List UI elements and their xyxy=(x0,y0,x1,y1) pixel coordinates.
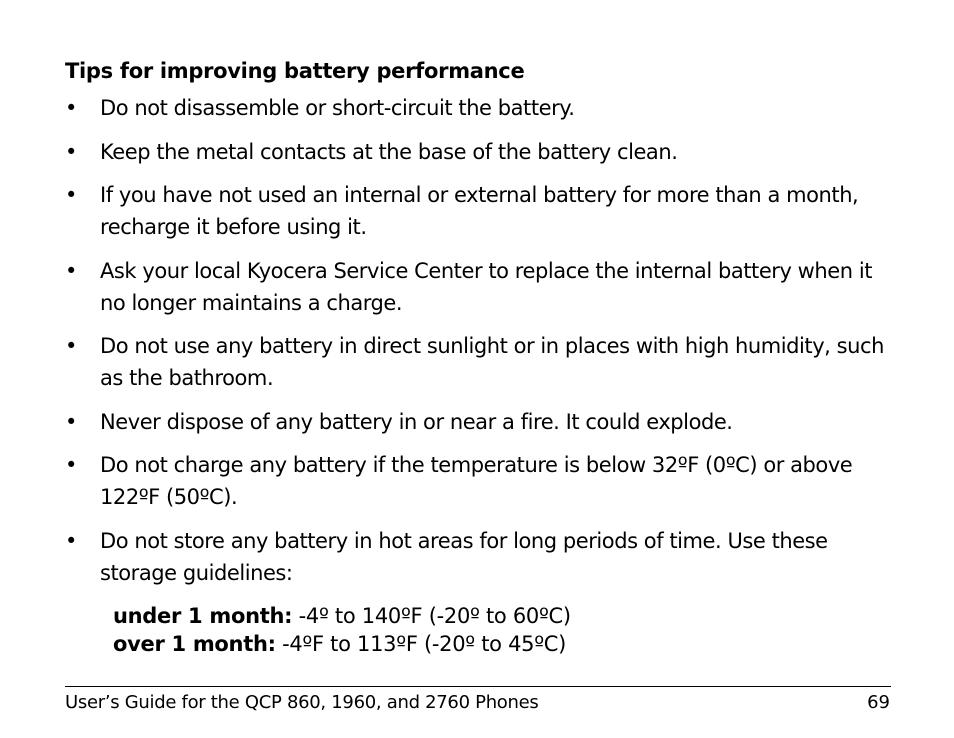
section-heading: Tips for improving battery performance xyxy=(65,59,525,83)
guideline-under-1-month xyxy=(113,602,571,630)
guideline-label: under 1 month: xyxy=(113,604,293,628)
battery-tips-list xyxy=(65,92,895,600)
list-item xyxy=(65,525,895,589)
bullet-icon: • xyxy=(65,258,77,283)
tip-text: If you have not used an internal or external battery for more than a month, recharge it before using it. xyxy=(100,183,859,239)
tip-text: Do not store any battery in hot areas for long periods of time. Use these storage guidelines: xyxy=(100,528,828,585)
footer-divider xyxy=(65,686,891,687)
list-item xyxy=(65,179,895,243)
tip-text: Ask your local Kyocera Service Center to replace the internal battery when it no longer maintains a charge. xyxy=(100,258,872,315)
guideline-value: -4º to 140ºF (-20º to 60ºC) xyxy=(298,604,571,628)
list-item xyxy=(65,136,895,168)
guideline-value: -4ºF to 113ºF (-20º to 45ºC) xyxy=(282,632,567,656)
guideline-over-1-month xyxy=(113,630,571,658)
tip-text: Never dispose of any battery in or near a fire. It could explode. xyxy=(100,409,733,434)
list-item xyxy=(65,330,895,394)
tip-text: Do not charge any battery if the temperature is below 32ºF (0ºC) or above 122ºF (50ºC). xyxy=(100,453,853,509)
guideline-label: over 1 month: xyxy=(113,632,276,656)
list-item xyxy=(65,449,895,513)
footer-title: User’s Guide for the QCP 860, 1960, and 2760 Phones xyxy=(65,692,539,713)
list-item xyxy=(65,92,895,124)
bullet-icon: • xyxy=(65,453,77,477)
bullet-icon: • xyxy=(65,96,77,120)
bullet-icon: • xyxy=(65,528,77,553)
list-item xyxy=(65,406,895,438)
storage-guidelines xyxy=(113,602,571,658)
list-item xyxy=(65,255,895,319)
page-number: 69 xyxy=(867,692,890,713)
tip-text: Do not disassemble or short-circuit the battery. xyxy=(100,96,575,120)
bullet-icon: • xyxy=(65,334,77,358)
bullet-icon: • xyxy=(65,183,77,207)
bullet-icon: • xyxy=(65,139,77,164)
bullet-icon: • xyxy=(65,409,77,434)
tip-text: Do not use any battery in direct sunlight or in places with high humidity, such as the bathroom. xyxy=(100,334,884,390)
tip-text: Keep the metal contacts at the base of the battery clean. xyxy=(100,139,678,164)
